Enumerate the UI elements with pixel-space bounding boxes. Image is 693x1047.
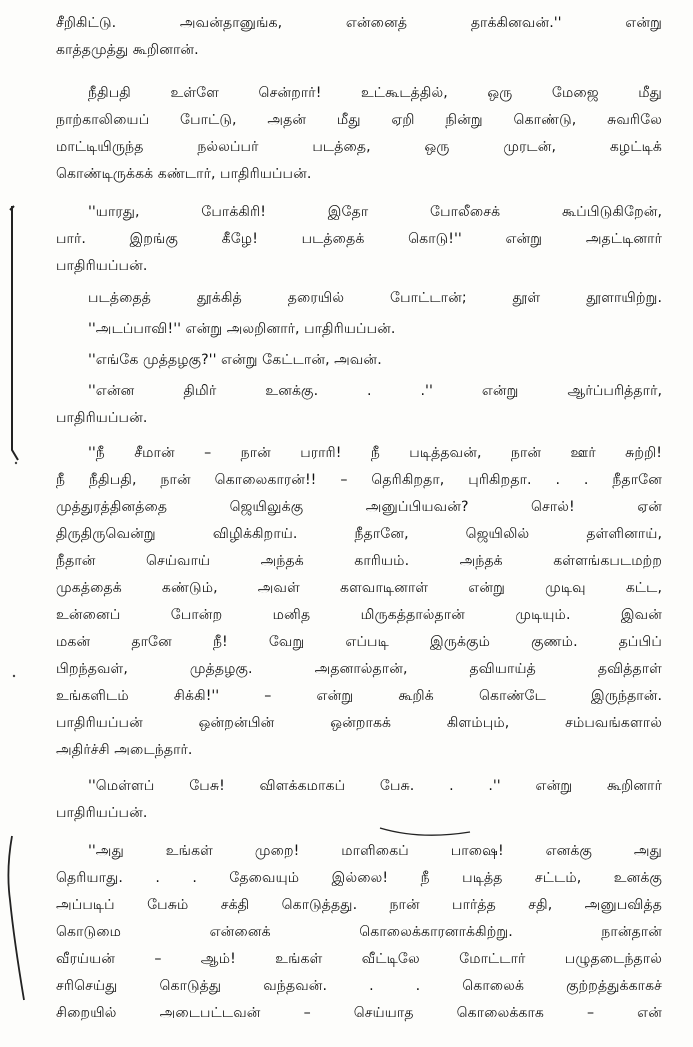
text-line: திருதிருவென்று விழிக்கிறாய். நீதானே, ஜெயிலில் தள்ளினாய், [56,526,662,542]
text-line: பார். இறங்கு கீழே! படத்தைக் கொடு!'' என்று அதட்டினார் [56,231,662,247]
text-line: அப்படிப் பேசும் சக்தி கொடுத்தது. நான் பார்த்த சதி, அனுபவித்த [56,897,662,913]
text-line: ''யாரது, போக்கிரி! இதோ போலீசைக் கூப்பிடுகிறேன், [88,204,662,220]
text-line: சிறையில் அடைபட்டவன் – செய்யாத கொலைக்காக – என் [56,1005,662,1021]
text-line: உங்களிடம் சிக்கி!'' – என்று கூறிக் கொண்டே இருந்தான். [56,688,662,704]
text-line: வீரய்யன் – ஆம்! உங்கள் வீட்டிலே மோட்டார் பழுதடைந்தால் [56,951,662,967]
text-line: ''நீ சீமான் – நான் பராரி! நீ படித்தவன், நான் ஊர் சுற்றி! [88,445,662,461]
text-line: நீ நீதிபதி, நான் கொலைகாரன்!! – தெரிகிறதா, புரிகிறதா. . . நீதானே [56,472,662,488]
margin-bracket-upper [10,206,18,460]
text-line: உன்னைப் போன்ற மனித மிருகத்தால்தான் முடியும். இவன் [56,607,662,623]
text-line: மாட்டியிருந்த நல்லப்பர் படத்தை, ஒரு முரடன், கழட்டிக் [56,139,662,155]
text-line: ''எங்கே முத்தழகு?'' என்று கேட்டான், அவன். [88,352,382,368]
text-line: ''என்ன திமிர் உனக்கு. . .'' என்று ஆர்ப்பரித்தார், [88,383,662,399]
text-line: ''மெள்ளப் பேசு! விளக்கமாகப் பேசு. . .'' என்று கூறினார் [88,778,662,794]
text-line: படத்தைத் தூக்கித் தரையில் போட்டான்; தூள் தூளாயிற்று. [88,290,662,306]
text-line: பிறந்தவள், முத்தழகு. அதனால்தான், தவியாய்த் தவித்தாள் [56,661,662,677]
margin-bracket-lower [8,836,24,1000]
text-line: பாதிரியப்பன். [56,805,148,821]
text-line: முகத்தைக் கண்டும், அவள் களவாடினாள் என்று முடிவு கட்ட, [56,580,662,596]
text-line: ''அது உங்கள் முறை! மாளிகைப் பாஷை! எனக்கு அது [88,843,662,859]
text-line: சரிசெய்து கொடுத்து வந்தவன். . . கொலைக் குற்றத்துக்காகச் [56,978,662,994]
margin-dot [13,675,15,677]
text-line: பாதிரியப்பன். [56,410,148,426]
text-line: முத்துரத்தினத்தை ஜெயிலுக்கு அனுப்பியவன்? சொல்! ஏன் [56,499,662,515]
text-line: கொடுமை என்னைக் கொலைக்காரனாக்கிற்று. நான்தான் [56,924,662,940]
text-line: சீறிகிட்டு. அவன்தானுங்க, என்னைத் தாக்கினவன்.'' என்று [56,15,662,31]
text-line: நாற்காலியைப் போட்டு, அதன் மீது ஏறி நின்று கொண்டு, சுவரிலே [56,112,662,128]
text-line: நீதான் செய்வாய் அந்தக் காரியம். அந்தக் கள்ளங்கபடமற்ற [56,553,662,569]
text-line: நீதிபதி உள்ளே சென்றார்! உட்கூடத்தில், ஒரு மேஜை மீது [88,85,662,101]
text-line: தெரியாது. . . தேவையும் இல்லை! நீ படித்த சட்டம், உனக்கு [56,870,662,886]
text-line: ''அடப்பாவி!'' என்று அலறினார், பாதிரியப்பன். [88,321,396,337]
text-line: காத்தமுத்து கூறினான். [56,42,199,58]
text-line: கொண்டிருக்கக் கண்டார், பாதிரியப்பன். [56,166,312,182]
text-line: பாதிரியப்பன். [56,258,148,274]
margin-dot [15,462,17,464]
underline-mark [380,828,470,835]
text-line: மகன் தானே நீ! வேறு எப்படி இருக்கும் குணம். தப்பிப் [56,634,662,650]
text-line: அதிர்ச்சி அடைந்தார். [56,742,193,758]
text-line: பாதிரியப்பன் ஒன்றன்பின் ஒன்றாகக் கிளம்பும், சம்பவங்களால் [56,715,662,731]
